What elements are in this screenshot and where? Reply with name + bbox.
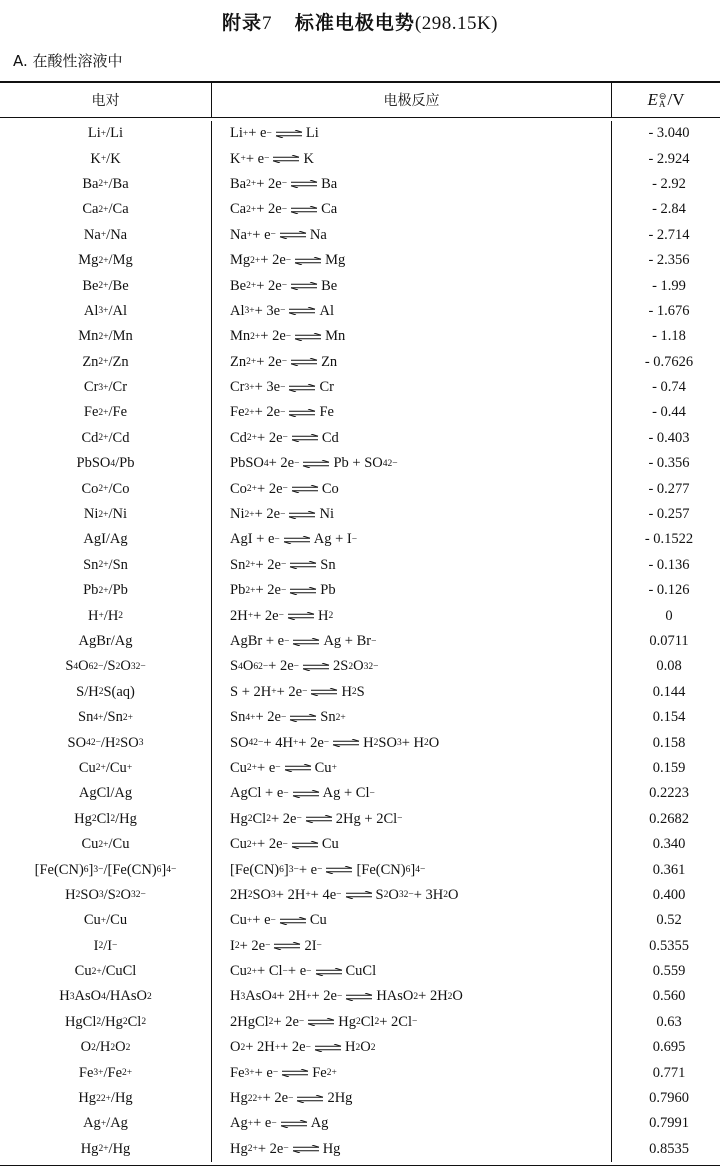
page-title bbox=[0, 8, 720, 35]
potential-cell: - 0.257 bbox=[648, 506, 690, 523]
title-main: 标准电极电势 bbox=[294, 12, 415, 34]
couple-cell: AgCl/Ag bbox=[0, 781, 212, 806]
couple-cell: Hg 2 Cl 2 /Hg bbox=[0, 807, 212, 832]
potential-cell: 0.7960 bbox=[649, 1090, 689, 1107]
equilibrium-arrow-icon bbox=[289, 587, 317, 595]
table-row bbox=[0, 730, 720, 755]
equilibrium-arrow-icon bbox=[279, 231, 307, 239]
reaction-cell: AgI + e − Ag + I − bbox=[212, 527, 612, 552]
potential-cell: - 0.277 bbox=[648, 480, 690, 497]
couple-cell: Mn 2+ /Mn bbox=[0, 324, 212, 349]
couple-cell: O 2 /H 2 O 2 bbox=[0, 1035, 212, 1060]
reaction-cell: S + 2H + + 2e − H 2 S bbox=[212, 680, 612, 705]
table-row bbox=[0, 1035, 720, 1060]
equilibrium-arrow-icon bbox=[273, 942, 301, 950]
equilibrium-arrow-icon bbox=[332, 739, 360, 747]
potential-cell: 0.771 bbox=[652, 1064, 686, 1081]
table-row bbox=[0, 299, 720, 324]
couple-cell: S 4 O 6 2− /S 2 O 3 2− bbox=[0, 654, 212, 679]
couple-cell: Ba 2+ /Ba bbox=[0, 172, 212, 197]
potential-cell: 0.8535 bbox=[649, 1140, 689, 1157]
table-body bbox=[0, 118, 720, 1165]
reaction-cell: 2HgCl 2 + 2e − Hg 2 Cl 2 + 2Cl − bbox=[212, 1010, 612, 1035]
equilibrium-arrow-icon bbox=[292, 790, 320, 798]
potential-cell: - 0.403 bbox=[648, 429, 690, 446]
equilibrium-arrow-icon bbox=[279, 917, 307, 925]
potential-table bbox=[0, 81, 720, 1166]
table-row bbox=[0, 603, 720, 628]
reaction-cell: K + + e − K bbox=[212, 146, 612, 171]
potential-cell: 0.695 bbox=[652, 1039, 686, 1056]
couple-cell: I 2 /I − bbox=[0, 934, 212, 959]
potential-cell: 0 bbox=[665, 607, 673, 624]
couple-cell: Sn 2+ /Sn bbox=[0, 553, 212, 578]
table-row bbox=[0, 553, 720, 578]
equilibrium-arrow-icon bbox=[305, 815, 333, 823]
table-row bbox=[0, 680, 720, 705]
table-row bbox=[0, 426, 720, 451]
potential-cell: 0.361 bbox=[652, 861, 686, 878]
potential-cell: 0.2223 bbox=[649, 785, 689, 802]
potential-cell: - 0.126 bbox=[648, 582, 690, 599]
reaction-cell: Ag + + e − Ag bbox=[212, 1111, 612, 1136]
equilibrium-arrow-icon bbox=[287, 612, 315, 620]
equilibrium-arrow-icon bbox=[288, 384, 316, 392]
couple-cell: AgI/Ag bbox=[0, 527, 212, 552]
couple-cell: S/H 2 S(aq) bbox=[0, 680, 212, 705]
table-row bbox=[0, 781, 720, 806]
table-row bbox=[0, 172, 720, 197]
reaction-cell: Ba 2+ + 2e − Ba bbox=[212, 172, 612, 197]
couple-cell: PbSO 4 /Pb bbox=[0, 451, 212, 476]
couple-cell: Cu 2+ /CuCl bbox=[0, 959, 212, 984]
couple-cell: Na + /Na bbox=[0, 223, 212, 248]
equilibrium-arrow-icon bbox=[281, 1069, 309, 1077]
equilibrium-arrow-icon bbox=[288, 511, 316, 519]
potential-cell: - 1.18 bbox=[652, 328, 686, 345]
reaction-cell: Fe 3+ + e − Fe 2+ bbox=[212, 1060, 612, 1085]
reaction-cell: S 4 O 6 2− + 2e − 2S 2 O 3 2− bbox=[212, 654, 612, 679]
equilibrium-arrow-icon bbox=[315, 968, 343, 976]
potential-cell: - 2.356 bbox=[648, 252, 690, 269]
potential-cell: 0.400 bbox=[652, 886, 686, 903]
potential-cell: 0.08 bbox=[656, 658, 682, 675]
table-row bbox=[0, 273, 720, 298]
couple-cell: HgCl 2 /Hg 2 Cl 2 bbox=[0, 1010, 212, 1035]
potential-cell: - 0.356 bbox=[648, 455, 690, 472]
reaction-cell: Na + + e − Na bbox=[212, 223, 612, 248]
equilibrium-arrow-icon bbox=[288, 307, 316, 315]
header-couple: 电对 bbox=[0, 83, 212, 117]
table-row bbox=[0, 807, 720, 832]
couple-cell: Cu + /Cu bbox=[0, 908, 212, 933]
equilibrium-arrow-icon bbox=[292, 1145, 320, 1153]
couple-cell: Al 3+ /Al bbox=[0, 299, 212, 324]
couple-cell: H 2 SO 3 /S 2 O 3 2− bbox=[0, 883, 212, 908]
table-row bbox=[0, 705, 720, 730]
reaction-cell: Hg 2 2+ + 2e − 2Hg bbox=[212, 1086, 612, 1111]
table-row bbox=[0, 502, 720, 527]
couple-cell: Hg 2+ /Hg bbox=[0, 1137, 212, 1162]
reaction-cell: AgBr + e − Ag + Br − bbox=[212, 629, 612, 654]
reaction-cell: Co 2+ + 2e − Co bbox=[212, 476, 612, 501]
table-row bbox=[0, 934, 720, 959]
table-row bbox=[0, 578, 720, 603]
potential-cell: 0.340 bbox=[652, 836, 686, 853]
reaction-cell: 2H 2 SO 3 + 2H + + 4e − S 2 O 3 2− + 3H 2 O bbox=[212, 883, 612, 908]
reaction-cell: Mn 2+ + 2e − Mn bbox=[212, 324, 612, 349]
header-potential: E ⊖ A /V bbox=[647, 90, 685, 109]
reaction-cell: Cu + + e − Cu bbox=[212, 908, 612, 933]
equilibrium-arrow-icon bbox=[302, 460, 330, 468]
reaction-cell: Hg 2+ + 2e − Hg bbox=[212, 1137, 612, 1162]
equilibrium-arrow-icon bbox=[294, 257, 322, 265]
equilibrium-arrow-icon bbox=[275, 130, 303, 138]
equilibrium-arrow-icon bbox=[288, 409, 316, 417]
reaction-cell: Be 2+ + 2e − Be bbox=[212, 273, 612, 298]
equilibrium-arrow-icon bbox=[272, 155, 300, 163]
potential-cell: 0.144 bbox=[652, 683, 686, 700]
equilibrium-arrow-icon bbox=[290, 180, 318, 188]
equilibrium-arrow-icon bbox=[290, 358, 318, 366]
equilibrium-arrow-icon bbox=[291, 485, 319, 493]
reaction-cell: Cu 2+ + e − Cu + bbox=[212, 756, 612, 781]
equilibrium-arrow-icon bbox=[290, 282, 318, 290]
couple-cell: Ca 2+ /Ca bbox=[0, 197, 212, 222]
couple-cell: K + /K bbox=[0, 146, 212, 171]
reaction-cell: H 3 AsO 4 + 2H + + 2e − HAsO 2 + 2H 2 O bbox=[212, 984, 612, 1009]
potential-cell: 0.560 bbox=[652, 988, 686, 1005]
potential-cell: 0.0711 bbox=[649, 633, 689, 649]
potential-cell: 0.559 bbox=[652, 963, 686, 980]
potential-cell: 0.159 bbox=[652, 759, 686, 776]
potential-cell: 0.7991 bbox=[649, 1115, 689, 1132]
couple-cell: Cd 2+ /Cd bbox=[0, 426, 212, 451]
potential-cell: 0.158 bbox=[652, 734, 686, 751]
table-row bbox=[0, 1060, 720, 1085]
table-row bbox=[0, 223, 720, 248]
reaction-cell: AgCl + e − Ag + Cl − bbox=[212, 781, 612, 806]
reaction-cell: Cd 2+ + 2e − Cd bbox=[212, 426, 612, 451]
potential-cell: - 2.924 bbox=[648, 150, 690, 167]
potential-cell: - 0.136 bbox=[648, 556, 690, 573]
potential-cell: - 0.44 bbox=[652, 404, 686, 421]
equilibrium-arrow-icon bbox=[302, 663, 330, 671]
couple-cell: SO 4 2− /H 2 SO 3 bbox=[0, 730, 212, 755]
couple-cell: Ni 2+ /Ni bbox=[0, 502, 212, 527]
table-row bbox=[0, 527, 720, 552]
potential-cell: - 1.99 bbox=[652, 277, 686, 294]
reaction-cell: Ca 2+ + 2e − Ca bbox=[212, 197, 612, 222]
equilibrium-arrow-icon bbox=[345, 891, 373, 899]
potential-cell: - 2.84 bbox=[652, 201, 686, 218]
table-row bbox=[0, 756, 720, 781]
reaction-cell: I 2 + 2e − 2I − bbox=[212, 934, 612, 959]
couple-cell: Cu 2+ /Cu bbox=[0, 832, 212, 857]
equilibrium-arrow-icon bbox=[280, 1120, 308, 1128]
table-row bbox=[0, 324, 720, 349]
couple-cell: AgBr/Ag bbox=[0, 629, 212, 654]
potential-cell: - 2.92 bbox=[652, 175, 686, 192]
couple-cell: Be 2+ /Be bbox=[0, 273, 212, 298]
section-subtitle: A. 在酸性溶液中 bbox=[13, 52, 123, 70]
table-row bbox=[0, 476, 720, 501]
reaction-cell: Cr 3+ + 3e − Cr bbox=[212, 375, 612, 400]
equilibrium-arrow-icon bbox=[284, 764, 312, 772]
table-row bbox=[0, 197, 720, 222]
table-row bbox=[0, 1111, 720, 1136]
reaction-cell: Li + + e − Li bbox=[212, 121, 612, 146]
potential-cell: 0.2682 bbox=[649, 810, 689, 827]
equilibrium-arrow-icon bbox=[296, 1095, 324, 1103]
couple-cell: Ag + /Ag bbox=[0, 1111, 212, 1136]
reaction-cell: SO 4 2− + 4H + + 2e − H 2 SO 3 + H 2 O bbox=[212, 730, 612, 755]
table-row bbox=[0, 375, 720, 400]
table-row bbox=[0, 1137, 720, 1162]
couple-cell: Fe 3+ /Fe 2+ bbox=[0, 1060, 212, 1085]
table-row bbox=[0, 1086, 720, 1111]
reaction-cell: Al 3+ + 3e − Al bbox=[212, 299, 612, 324]
equilibrium-arrow-icon bbox=[291, 434, 319, 442]
title-prefix: 附录 bbox=[221, 12, 262, 34]
equilibrium-arrow-icon bbox=[325, 866, 353, 874]
reaction-cell: Cu 2+ + Cl − + e − CuCl bbox=[212, 959, 612, 984]
header-potential-unit: /V bbox=[667, 90, 685, 109]
couple-cell: Fe 2+ /Fe bbox=[0, 400, 212, 425]
table-row bbox=[0, 654, 720, 679]
reaction-cell: Cu 2+ + 2e − Cu bbox=[212, 832, 612, 857]
couple-cell: Co 2+ /Co bbox=[0, 476, 212, 501]
table-row bbox=[0, 883, 720, 908]
equilibrium-arrow-icon bbox=[345, 993, 373, 1001]
couple-cell: H 3 AsO 4 /HAsO 2 bbox=[0, 984, 212, 1009]
couple-cell: Mg 2+ /Mg bbox=[0, 248, 212, 273]
potential-cell: 0.52 bbox=[656, 912, 682, 929]
table-row bbox=[0, 857, 720, 882]
reaction-cell: Sn 2+ + 2e − Sn bbox=[212, 553, 612, 578]
reaction-cell: Pb 2+ + 2e − Pb bbox=[212, 578, 612, 603]
potential-cell: - 0.1522 bbox=[644, 531, 694, 548]
couple-cell: H + /H 2 bbox=[0, 603, 212, 628]
reaction-cell: Hg 2 Cl 2 + 2e − 2Hg + 2Cl − bbox=[212, 807, 612, 832]
table-row bbox=[0, 451, 720, 476]
potential-cell: - 0.74 bbox=[652, 379, 686, 396]
table-row bbox=[0, 146, 720, 171]
couple-cell: [Fe(CN) 6 ] 3− /[Fe(CN) 6 ] 4− bbox=[0, 857, 212, 882]
equilibrium-arrow-icon bbox=[307, 1018, 335, 1026]
equilibrium-arrow-icon bbox=[289, 714, 317, 722]
reaction-cell: 2H + + 2e − H 2 bbox=[212, 603, 612, 628]
reaction-cell: O 2 + 2H + + 2e − H 2 O 2 bbox=[212, 1035, 612, 1060]
table-row bbox=[0, 121, 720, 146]
equilibrium-arrow-icon bbox=[283, 536, 311, 544]
couple-cell: Pb 2+ /Pb bbox=[0, 578, 212, 603]
couple-cell: Cu 2+ /Cu + bbox=[0, 756, 212, 781]
reaction-cell: PbSO 4 + 2e − Pb + SO 4 2− bbox=[212, 451, 612, 476]
reaction-cell: Mg 2+ + 2e − Mg bbox=[212, 248, 612, 273]
equilibrium-arrow-icon bbox=[314, 1044, 342, 1052]
potential-cell: - 3.040 bbox=[648, 125, 690, 142]
potential-cell: 0.63 bbox=[656, 1013, 682, 1030]
reaction-cell: [Fe(CN) 6 ] 3− + e − [Fe(CN) 6 ] 4− bbox=[212, 857, 612, 882]
couple-cell: Hg 2 2+ /Hg bbox=[0, 1086, 212, 1111]
title-temperature: (298.15K) bbox=[414, 13, 499, 34]
equilibrium-arrow-icon bbox=[294, 333, 322, 341]
potential-cell: - 1.676 bbox=[648, 302, 690, 319]
table-row bbox=[0, 400, 720, 425]
equilibrium-arrow-icon bbox=[290, 206, 318, 214]
couple-cell: Li + /Li bbox=[0, 121, 212, 146]
table-row bbox=[0, 832, 720, 857]
equilibrium-arrow-icon bbox=[310, 688, 338, 696]
couple-cell: Sn 4+ /Sn 2+ bbox=[0, 705, 212, 730]
potential-cell: 0.5355 bbox=[649, 937, 689, 954]
reaction-cell: Fe 2+ + 2e − Fe bbox=[212, 400, 612, 425]
potential-cell: 0.154 bbox=[652, 709, 686, 726]
equilibrium-arrow-icon bbox=[292, 638, 320, 646]
appendix-number: 7 bbox=[262, 13, 272, 34]
header-reaction: 电极反应 bbox=[212, 83, 612, 117]
table-row bbox=[0, 908, 720, 933]
potential-cell: - 0.7626 bbox=[644, 353, 694, 370]
reaction-cell: Zn 2+ + 2e − Zn bbox=[212, 350, 612, 375]
table-row bbox=[0, 350, 720, 375]
potential-cell: - 2.714 bbox=[648, 226, 690, 243]
table-row bbox=[0, 629, 720, 654]
equilibrium-arrow-icon bbox=[289, 561, 317, 569]
table-row bbox=[0, 248, 720, 273]
couple-cell: Cr 3+ /Cr bbox=[0, 375, 212, 400]
couple-cell: Zn 2+ /Zn bbox=[0, 350, 212, 375]
equilibrium-arrow-icon bbox=[291, 841, 319, 849]
table-row bbox=[0, 1010, 720, 1035]
reaction-cell: Sn 4+ + 2e − Sn 2+ bbox=[212, 705, 612, 730]
table-row bbox=[0, 984, 720, 1009]
table-row bbox=[0, 959, 720, 984]
reaction-cell: Ni 2+ + 2e − Ni bbox=[212, 502, 612, 527]
table-header bbox=[0, 83, 720, 118]
